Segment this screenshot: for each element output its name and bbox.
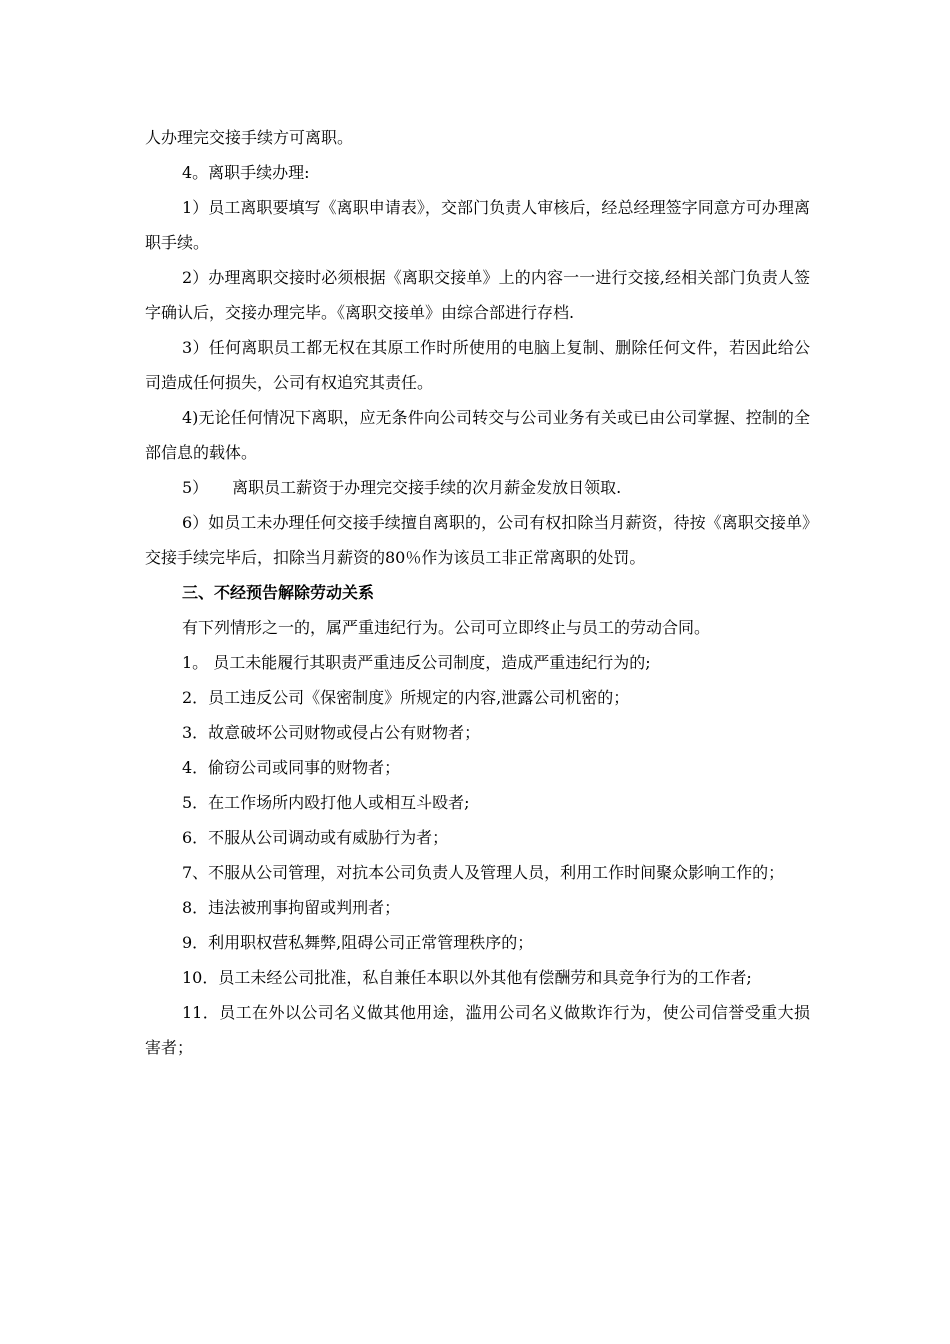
list-item: 3．故意破坏公司财物或侵占公有财物者； — [182, 723, 481, 742]
list-item: 7、不服从公司管理，对抗本公司负责人及管理人员，利用工作时间聚众影响工作的； — [182, 863, 785, 882]
section-heading: 三、不经预告解除劳动关系 — [182, 583, 375, 602]
section-subheading: 4。离职手续办理: — [182, 163, 310, 182]
list-item: 11．员工在外以公司名义做其他用途，滥用公司名义做欺诈行为，使公司信誉受重大损害者； — [145, 1003, 810, 1057]
list-item: 8．违法被刑事拘留或判刑者； — [182, 898, 401, 917]
list-item: 6）如员工未办理任何交接手续擅自离职的，公司有权扣除当月薪资，待按《离职交接单》交接手续完毕后，扣除当月薪资的80％作为该员工非正常离职的处罚。 — [145, 513, 810, 567]
list-item: 10．员工未经公司批准，私自兼任本职以外其他有偿酬劳和具竞争行为的工作者; — [182, 968, 752, 987]
list-item: 2）办理离职交接时必须根据《离职交接单》上的内容一一进行交接,经相关部门负责人签字确认后，交接办理完毕。《离职交接单》由综合部进行存档. — [145, 268, 810, 322]
document-body — [145, 120, 810, 1065]
list-item: 2．员工违反公司《保密制度》所规定的内容,泄露公司机密的； — [182, 688, 630, 707]
list-item: 5） 离职员工薪资于办理完交接手续的次月薪金发放日领取. — [182, 478, 622, 497]
list-item: 5．在工作场所内殴打他人或相互斗殴者; — [182, 793, 470, 812]
paragraph: 有下列情形之一的，属严重违纪行为。公司可立即终止与员工的劳动合同。 — [182, 618, 711, 637]
list-item: 1。 员工未能履行其职责严重违反公司制度，造成严重违纪行为的; — [182, 653, 651, 672]
list-item: 4．偷窃公司或同事的财物者； — [182, 758, 401, 777]
list-item: 9．利用职权营私舞弊,阻碍公司正常管理秩序的； — [182, 933, 534, 952]
list-item: 3）任何离职员工都无权在其原工作时所使用的电脑上复制、删除任何文件，若因此给公司造成任何损失，公司有权追究其责任。 — [145, 338, 810, 392]
list-item: 6．不服从公司调动或有威胁行为者； — [182, 828, 449, 847]
list-item: 4)无论任何情况下离职，应无条件向公司转交与公司业务有关或已由公司掌握、控制的全部信息的载体。 — [145, 408, 810, 462]
list-item: 1）员工离职要填写《离职申请表》，交部门负责人审核后，经总经理签字同意方可办理离职手续。 — [145, 198, 810, 252]
paragraph: 人办理完交接手续方可离职。 — [145, 128, 354, 147]
